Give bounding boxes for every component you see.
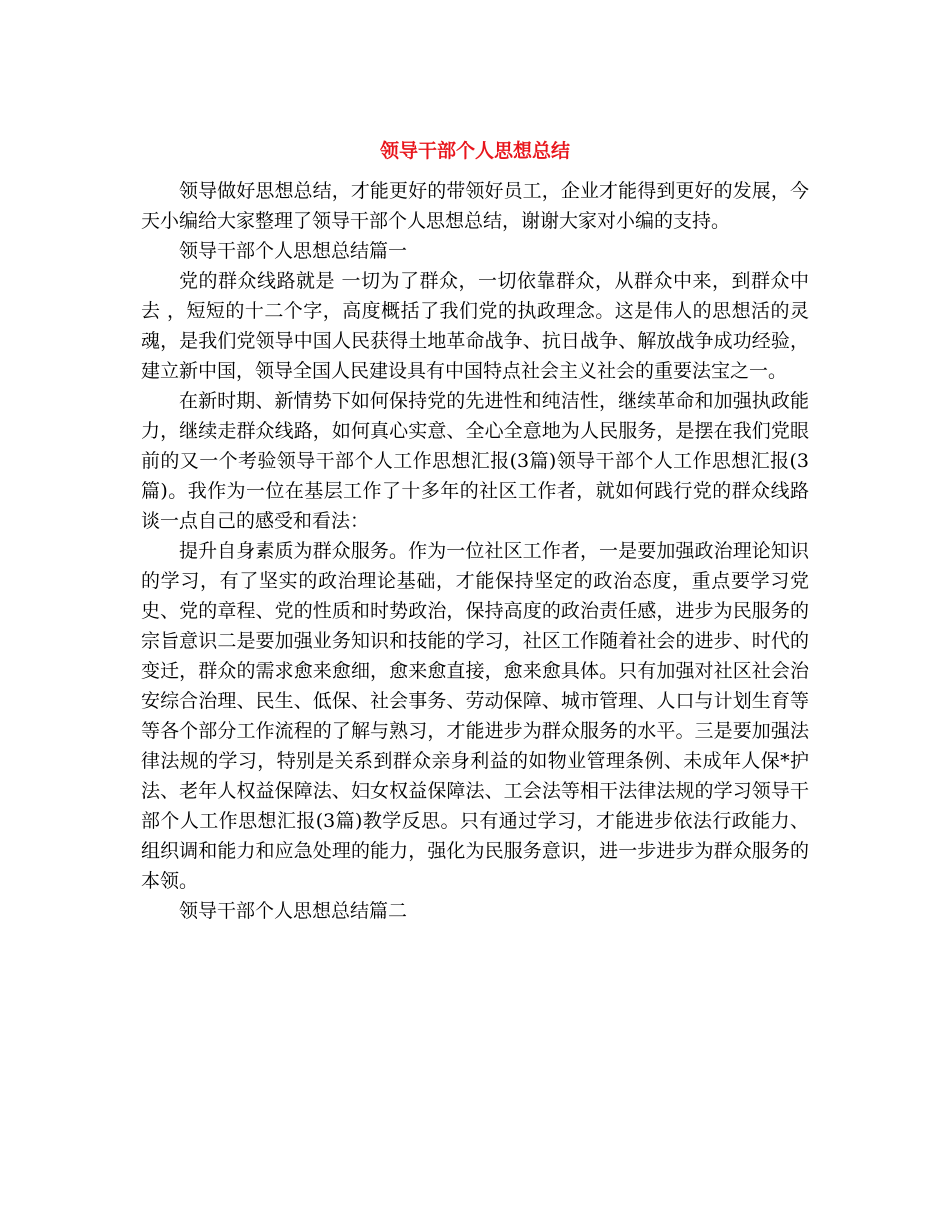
intro-paragraph: 领导做好思想总结，才能更好的带领好员工，企业才能得到更好的发展，今天小编给大家整理了领导干部个人思想总结，谢谢大家对小编的支持。 [141, 180, 809, 232]
body-paragraph: 提升自身素质为群众服务。作为一位社区工作者，一是要加强政治理论知识的学习，有了坚实的政治理论基础，才能保持坚定的政治态度，重点要学习党史、党的章程、党的性质和时势政治，保持高度的政治责任感，进步为民服务的宗旨意识二是要加强业务知识和技能的学习，社区工作随着社会的进步、时代的变迁，群众的需求愈来愈细，愈来愈直接，愈来愈具体。只有加强对社区社会治安综合治理、民生、低保、社会事务、劳动保障、城市管理、人口与计划生育等等各个部分工作流程的了解与熟习，才能进步为群众服务的水平。三是要加强法律法规的学习，特别是关系到群众亲身利益的如物业管理条例、未成年人保*护法、老年人权益保障法、妇女权益保障法、工会法等相干法律法规的学习领导干部个人工作思想汇报(3篇)教学反思。只有通过学习，才能进步依法行政能力、组织调和能力和应急处理的能力，强化为民服务意识，进一步进步为群众服务的本领。 [141, 540, 809, 892]
section-heading-1: 领导干部个人思想总结篇一 [179, 240, 408, 262]
body-paragraph: 党的群众线路就是 一切为了群众，一切依靠群众，从群众中来，到群众中去 ，短短的十二个字，高度概括了我们党的执政理念。这是伟人的思想活的灵魂，是我们党领导中国人民获得土地革命战争、抗日战争、解放战争成功经验，建立新中国，领导全国人民建设具有中国特点社会主义社会的重要法宝之一。 [141, 270, 809, 382]
document-body [141, 176, 809, 926]
section-heading-2: 领导干部个人思想总结篇二 [179, 900, 408, 922]
document-title: 领导干部个人思想总结 [379, 140, 570, 162]
body-paragraph: 在新时期、新情势下如何保持党的先进性和纯洁性，继续革命和加强执政能力，继续走群众线路，如何真心实意、全心全意地为人民服务，是摆在我们党眼前的又一个考验领导干部个人工作思想汇报(3篇)领导干部个人工作思想汇报(3篇)。我作为一位在基层工作了十多年的社区工作者，就如何践行党的群众线路谈一点自己的感受和看法： [141, 390, 809, 532]
